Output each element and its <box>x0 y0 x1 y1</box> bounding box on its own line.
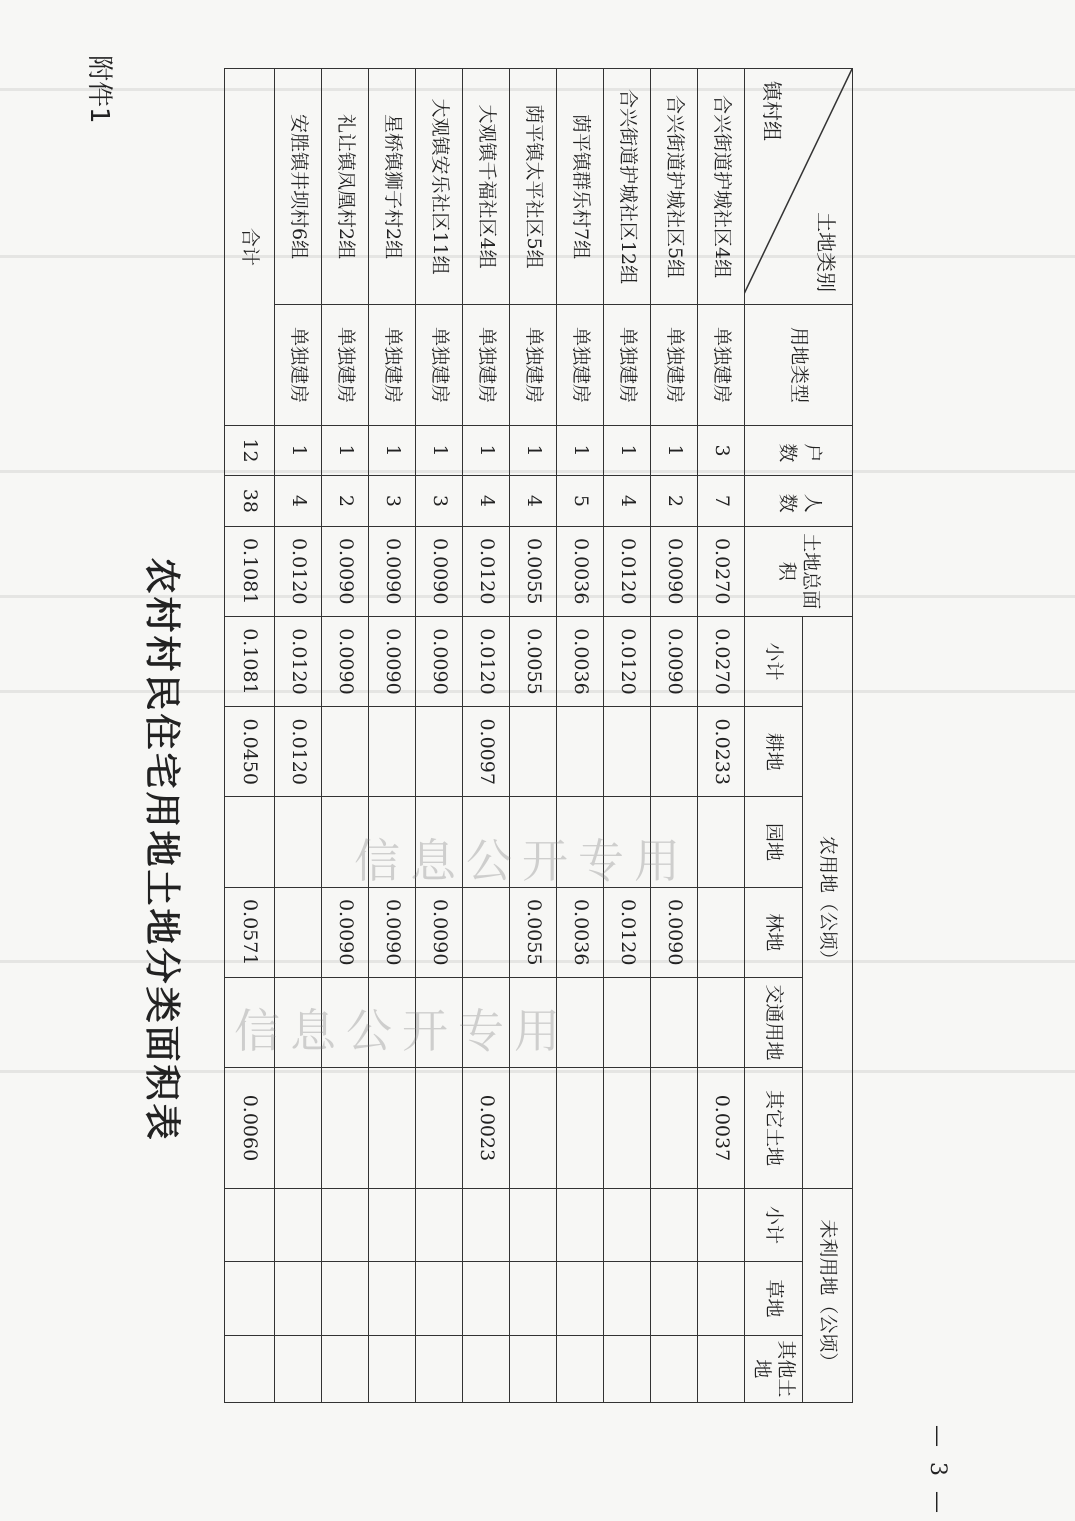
table-row <box>369 69 416 1403</box>
farmland-cell: 0.0233 <box>698 707 745 797</box>
households-cell: 1 <box>463 425 510 475</box>
farmland-cell <box>416 707 463 797</box>
type-cell: 单独建房 <box>557 305 604 426</box>
subtotal-cell: 0.0270 <box>698 616 745 706</box>
other-unused-cell <box>510 1335 557 1402</box>
population-cell: 4 <box>510 476 557 526</box>
population-cell: 7 <box>698 476 745 526</box>
total-area-cell: 0.0090 <box>416 526 463 616</box>
households-header: 户数 <box>745 425 853 475</box>
group-cell: 安胜镇井坝村6组 <box>275 69 322 305</box>
land-area-table <box>224 68 853 1403</box>
type-cell: 单独建房 <box>604 305 651 426</box>
other-unused-cell <box>369 1335 416 1402</box>
table-row <box>651 69 698 1403</box>
households-cell: 1 <box>322 425 369 475</box>
grassland-cell <box>510 1262 557 1335</box>
group-cell: 合兴街道护城社区12组 <box>604 69 651 305</box>
total-total-area-cell: 0.1081 <box>225 526 275 616</box>
farmland-cell: 0.0120 <box>275 707 322 797</box>
forest-cell: 0.0120 <box>604 887 651 977</box>
population-cell: 4 <box>275 476 322 526</box>
total-area-cell: 0.0120 <box>275 526 322 616</box>
total-grassland-cell <box>225 1262 275 1335</box>
unused-subtotal-cell <box>651 1188 698 1261</box>
population-cell: 3 <box>416 476 463 526</box>
total-area-cell: 0.0090 <box>651 526 698 616</box>
total-other-land-cell: 0.0060 <box>225 1068 275 1189</box>
households-cell: 1 <box>651 425 698 475</box>
grassland-cell <box>557 1262 604 1335</box>
total-area-cell: 0.0120 <box>463 526 510 616</box>
total-farmland-cell: 0.0450 <box>225 707 275 797</box>
subtotal-header: 小计 <box>745 616 803 706</box>
other-unused-cell <box>604 1335 651 1402</box>
subtotal-cell: 0.0120 <box>604 616 651 706</box>
grassland-cell <box>463 1262 510 1335</box>
subtotal-cell: 0.0036 <box>557 616 604 706</box>
type-cell: 单独建房 <box>369 305 416 426</box>
farmland-header: 耕地 <box>745 707 803 797</box>
other-land-cell: 0.0023 <box>463 1068 510 1189</box>
type-cell: 单独建房 <box>463 305 510 426</box>
table-row <box>557 69 604 1403</box>
other-land-header: 其它土地 <box>745 1068 803 1189</box>
farmland-cell <box>322 707 369 797</box>
watermark: 信息公开专用 <box>354 834 690 888</box>
transport-cell <box>651 977 698 1067</box>
grassland-cell <box>604 1262 651 1335</box>
farmland-cell <box>510 707 557 797</box>
population-header: 人数 <box>745 476 853 526</box>
total-other-unused-cell <box>225 1335 275 1402</box>
table-row <box>510 69 557 1403</box>
table-row <box>416 69 463 1403</box>
grassland-cell <box>275 1262 322 1335</box>
other-unused-cell <box>416 1335 463 1402</box>
watermark: 信息公开专用 <box>234 1004 570 1058</box>
table-row <box>463 69 510 1403</box>
households-cell: 1 <box>604 425 651 475</box>
other-land-cell <box>416 1068 463 1189</box>
total-households-cell: 12 <box>225 425 275 475</box>
grassland-cell <box>416 1262 463 1335</box>
unused-subtotal-cell <box>369 1188 416 1261</box>
forest-cell: 0.0090 <box>322 887 369 977</box>
type-cell: 单独建房 <box>322 305 369 426</box>
land-category-header: 土地类别 <box>814 212 838 293</box>
total-label: 合计 <box>225 69 275 426</box>
other-land-cell <box>275 1068 322 1189</box>
type-cell: 单独建房 <box>510 305 557 426</box>
annex-label: 附件1 <box>84 55 114 124</box>
total-unused-subtotal-cell <box>225 1188 275 1261</box>
group-cell: 荫平镇群乐村7组 <box>557 69 604 305</box>
table-row <box>275 69 322 1403</box>
other-land-cell <box>510 1068 557 1189</box>
group-cell: 合兴街道护城社区4组 <box>698 69 745 305</box>
other-land-cell <box>604 1068 651 1189</box>
total-subtotal-cell: 0.1081 <box>225 616 275 706</box>
subtotal-cell: 0.0090 <box>322 616 369 706</box>
population-cell: 2 <box>651 476 698 526</box>
subtotal-cell: 0.0090 <box>651 616 698 706</box>
grassland-cell <box>651 1262 698 1335</box>
population-cell: 4 <box>463 476 510 526</box>
other-unused-cell <box>322 1335 369 1402</box>
farmland-cell <box>369 707 416 797</box>
farmland-cell: 0.0097 <box>463 707 510 797</box>
unused-subtotal-cell <box>322 1188 369 1261</box>
households-cell: 1 <box>557 425 604 475</box>
farmland-cell <box>651 707 698 797</box>
population-cell: 4 <box>604 476 651 526</box>
table-row <box>698 69 745 1403</box>
total-area-cell: 0.0090 <box>369 526 416 616</box>
garden-cell <box>275 797 322 887</box>
total-population-cell: 38 <box>225 476 275 526</box>
unused-subtotal-cell <box>463 1188 510 1261</box>
forest-cell <box>463 887 510 977</box>
forest-cell <box>275 887 322 977</box>
page-number: — 3 — <box>925 1425 950 1517</box>
other-unused-cell <box>275 1335 322 1402</box>
garden-header: 园地 <box>745 797 803 887</box>
other-land-cell <box>557 1068 604 1189</box>
households-cell: 1 <box>275 425 322 475</box>
village-group-header: 镇村组 <box>760 81 784 141</box>
group-cell: 合兴街道护城社区5组 <box>651 69 698 305</box>
total-forest-cell: 0.0571 <box>225 887 275 977</box>
other-unused-cell <box>557 1335 604 1402</box>
total-area-cell: 0.0270 <box>698 526 745 616</box>
corner-header-cell <box>745 69 853 305</box>
total-area-cell: 0.0120 <box>604 526 651 616</box>
other-unused-cell <box>463 1335 510 1402</box>
unused-subtotal-cell <box>510 1188 557 1261</box>
total-area-cell: 0.0055 <box>510 526 557 616</box>
subtotal-cell: 0.0055 <box>510 616 557 706</box>
type-cell: 单独建房 <box>698 305 745 426</box>
unused-land-header: 未利用地（公顷） <box>803 1188 853 1402</box>
other-unused-cell <box>698 1335 745 1402</box>
subtotal-cell: 0.0120 <box>275 616 322 706</box>
unused-subtotal-cell <box>416 1188 463 1261</box>
table-row <box>604 69 651 1403</box>
total-area-header: 土地总面积 <box>745 526 853 616</box>
forest-cell: 0.0055 <box>510 887 557 977</box>
transport-cell <box>604 977 651 1067</box>
households-cell: 1 <box>369 425 416 475</box>
group-cell: 星桥镇狮子村2组 <box>369 69 416 305</box>
population-cell: 5 <box>557 476 604 526</box>
unused-subtotal-cell <box>557 1188 604 1261</box>
forest-cell: 0.0036 <box>557 887 604 977</box>
other-land-cell <box>651 1068 698 1189</box>
unused-subtotal-cell <box>698 1188 745 1261</box>
farmland-cell <box>604 707 651 797</box>
households-cell: 1 <box>510 425 557 475</box>
subtotal-cell: 0.0120 <box>463 616 510 706</box>
land-use-type-header: 用地类型 <box>745 305 853 426</box>
forest-cell: 0.0090 <box>369 887 416 977</box>
transport-header: 交通用地 <box>745 977 803 1067</box>
grassland-cell <box>369 1262 416 1335</box>
forest-cell <box>698 887 745 977</box>
population-cell: 2 <box>322 476 369 526</box>
grassland-cell <box>322 1262 369 1335</box>
forest-cell: 0.0090 <box>651 887 698 977</box>
transport-cell <box>698 977 745 1067</box>
total-area-cell: 0.0090 <box>322 526 369 616</box>
garden-cell <box>698 797 745 887</box>
total-garden-cell <box>225 797 275 887</box>
type-cell: 单独建房 <box>275 305 322 426</box>
households-cell: 3 <box>698 425 745 475</box>
grassland-cell <box>698 1262 745 1335</box>
forest-cell: 0.0090 <box>416 887 463 977</box>
subtotal-cell: 0.0090 <box>369 616 416 706</box>
group-cell: 荫平镇太平社区5组 <box>510 69 557 305</box>
table-row <box>322 69 369 1403</box>
subtotal-cell: 0.0090 <box>416 616 463 706</box>
total-row <box>225 69 275 1403</box>
grassland-header: 草地 <box>745 1262 803 1335</box>
unused-subtotal-cell <box>604 1188 651 1261</box>
unused-subtotal-cell <box>275 1188 322 1261</box>
agricultural-land-header: 农用地（公顷） <box>803 616 853 1188</box>
other-unused-cell <box>651 1335 698 1402</box>
other-unused-header: 其他土地 <box>745 1335 803 1402</box>
group-cell: 大观镇千福社区4组 <box>463 69 510 305</box>
population-cell: 3 <box>369 476 416 526</box>
other-land-cell <box>369 1068 416 1189</box>
type-cell: 单独建房 <box>416 305 463 426</box>
other-land-cell <box>322 1068 369 1189</box>
forest-header: 林地 <box>745 887 803 977</box>
unused-subtotal-header: 小计 <box>745 1188 803 1261</box>
group-cell: 大观镇安乐社区11组 <box>416 69 463 305</box>
other-land-cell: 0.0037 <box>698 1068 745 1189</box>
total-area-cell: 0.0036 <box>557 526 604 616</box>
group-cell: 礼让镇凤凰村2组 <box>322 69 369 305</box>
type-cell: 单独建房 <box>651 305 698 426</box>
page-title: 农村村民住宅用地土地分类面积表 <box>141 557 183 1143</box>
households-cell: 1 <box>416 425 463 475</box>
farmland-cell <box>557 707 604 797</box>
